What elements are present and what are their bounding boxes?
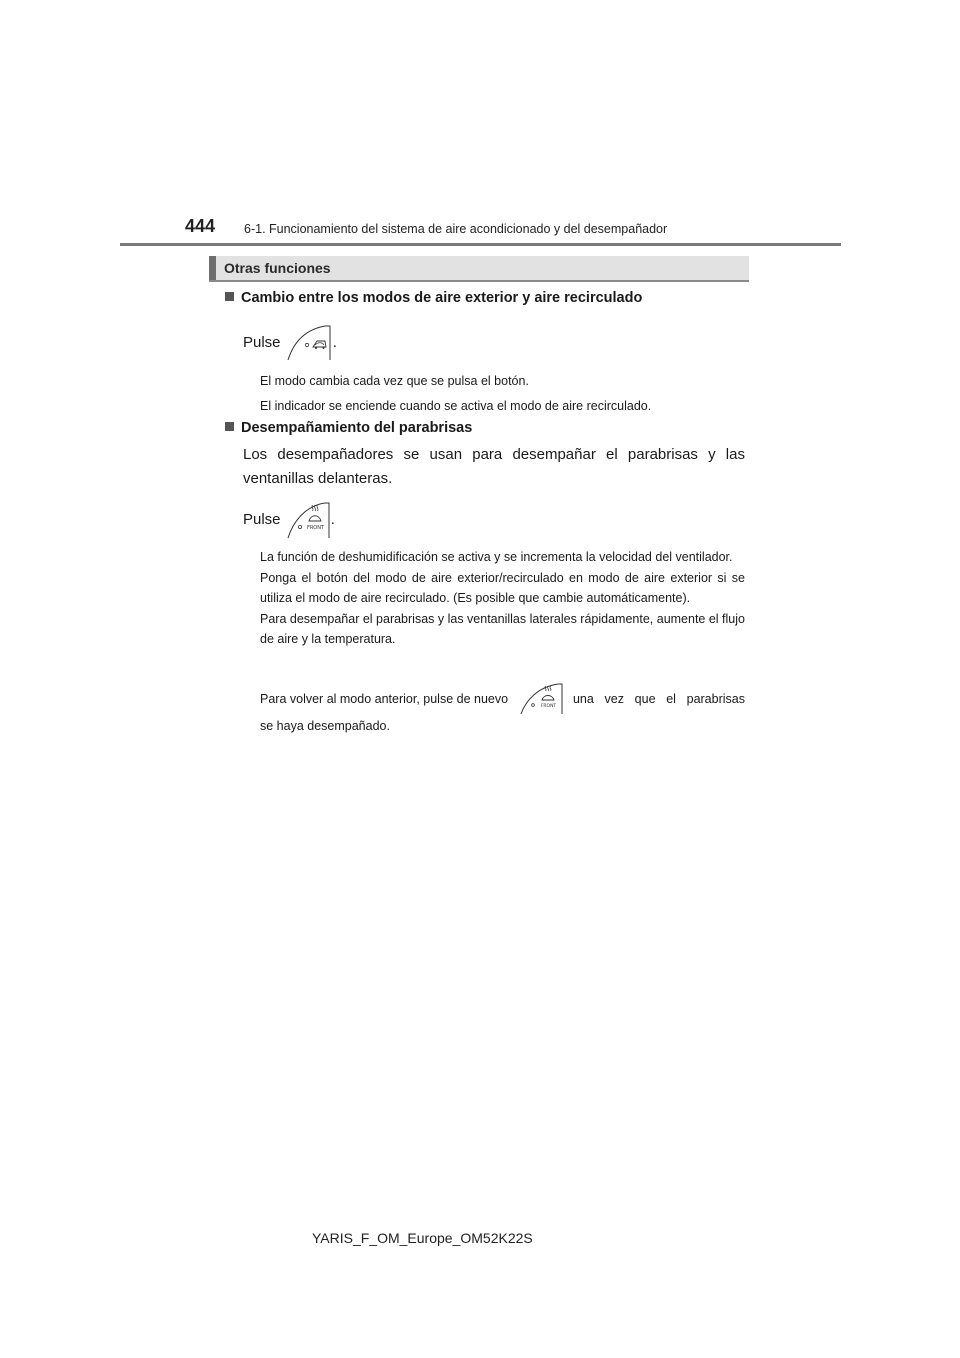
- instruction-recirculation: Pulse .: [243, 324, 337, 364]
- return-note-suffix-line: una vez que el parabrisas: [572, 691, 745, 706]
- front-defroster-button-icon: [518, 682, 564, 716]
- note-side-windows: Para desempañar el parabrisas y las ventanillas laterales rápidamente, aumente el flujo de aire y la temperatura.: [260, 611, 745, 646]
- note-mode-change: El modo cambia cada vez que se pulsa el botón.: [260, 374, 529, 388]
- footer-code: YARIS_F_OM_Europe_OM52K22S: [312, 1230, 533, 1246]
- notes-defog: [260, 547, 745, 650]
- front-icon-label: FRONT: [540, 704, 556, 709]
- recirculation-button-icon: [285, 324, 333, 362]
- square-bullet-icon: [225, 422, 234, 431]
- section-heading-label: Otras funciones: [224, 260, 331, 276]
- note-return-mode: Para volver al modo anterior, pulse de nuevo FRONT una vez que el parabrisas se haya desempañado.: [260, 682, 745, 737]
- page-number: 444: [185, 216, 216, 236]
- subheading-air-mode: Cambio entre los modos de aire exterior y aire recirculado: [225, 290, 642, 306]
- heading-bar: [209, 256, 216, 280]
- return-note-suffix-tail: se haya desempañado.: [260, 719, 390, 733]
- header-rule: [120, 243, 841, 246]
- note-outside-air: Ponga el botón del modo de aire exterior/recirculado en modo de aire exterior si se utiliza el modo de aire recirculado. (Es posible que cambie automáticamente).: [260, 570, 745, 605]
- note-indicator: El indicador se enciende cuando se activa el modo de aire recirculado.: [260, 399, 652, 413]
- section-title: 6-1. Funcionamiento del sistema de aire acondicionado y del desempañador: [244, 222, 668, 236]
- front-defroster-button-icon: [285, 500, 331, 540]
- front-icon-label: FRONT: [306, 525, 324, 532]
- section-heading: [209, 256, 749, 282]
- instruction-defroster: Pulse FRONT .: [243, 500, 335, 542]
- subheading-defog: Desempañamiento del parabrisas: [225, 420, 472, 436]
- square-bullet-icon: [225, 292, 234, 301]
- defog-description: Los desempañadores se usan para desempañar el parabrisas y las ventanillas delanteras.: [243, 446, 745, 487]
- note-dehumidify: La función de deshumidificación se activa y se incrementa la velocidad del ventilador.: [260, 550, 733, 564]
